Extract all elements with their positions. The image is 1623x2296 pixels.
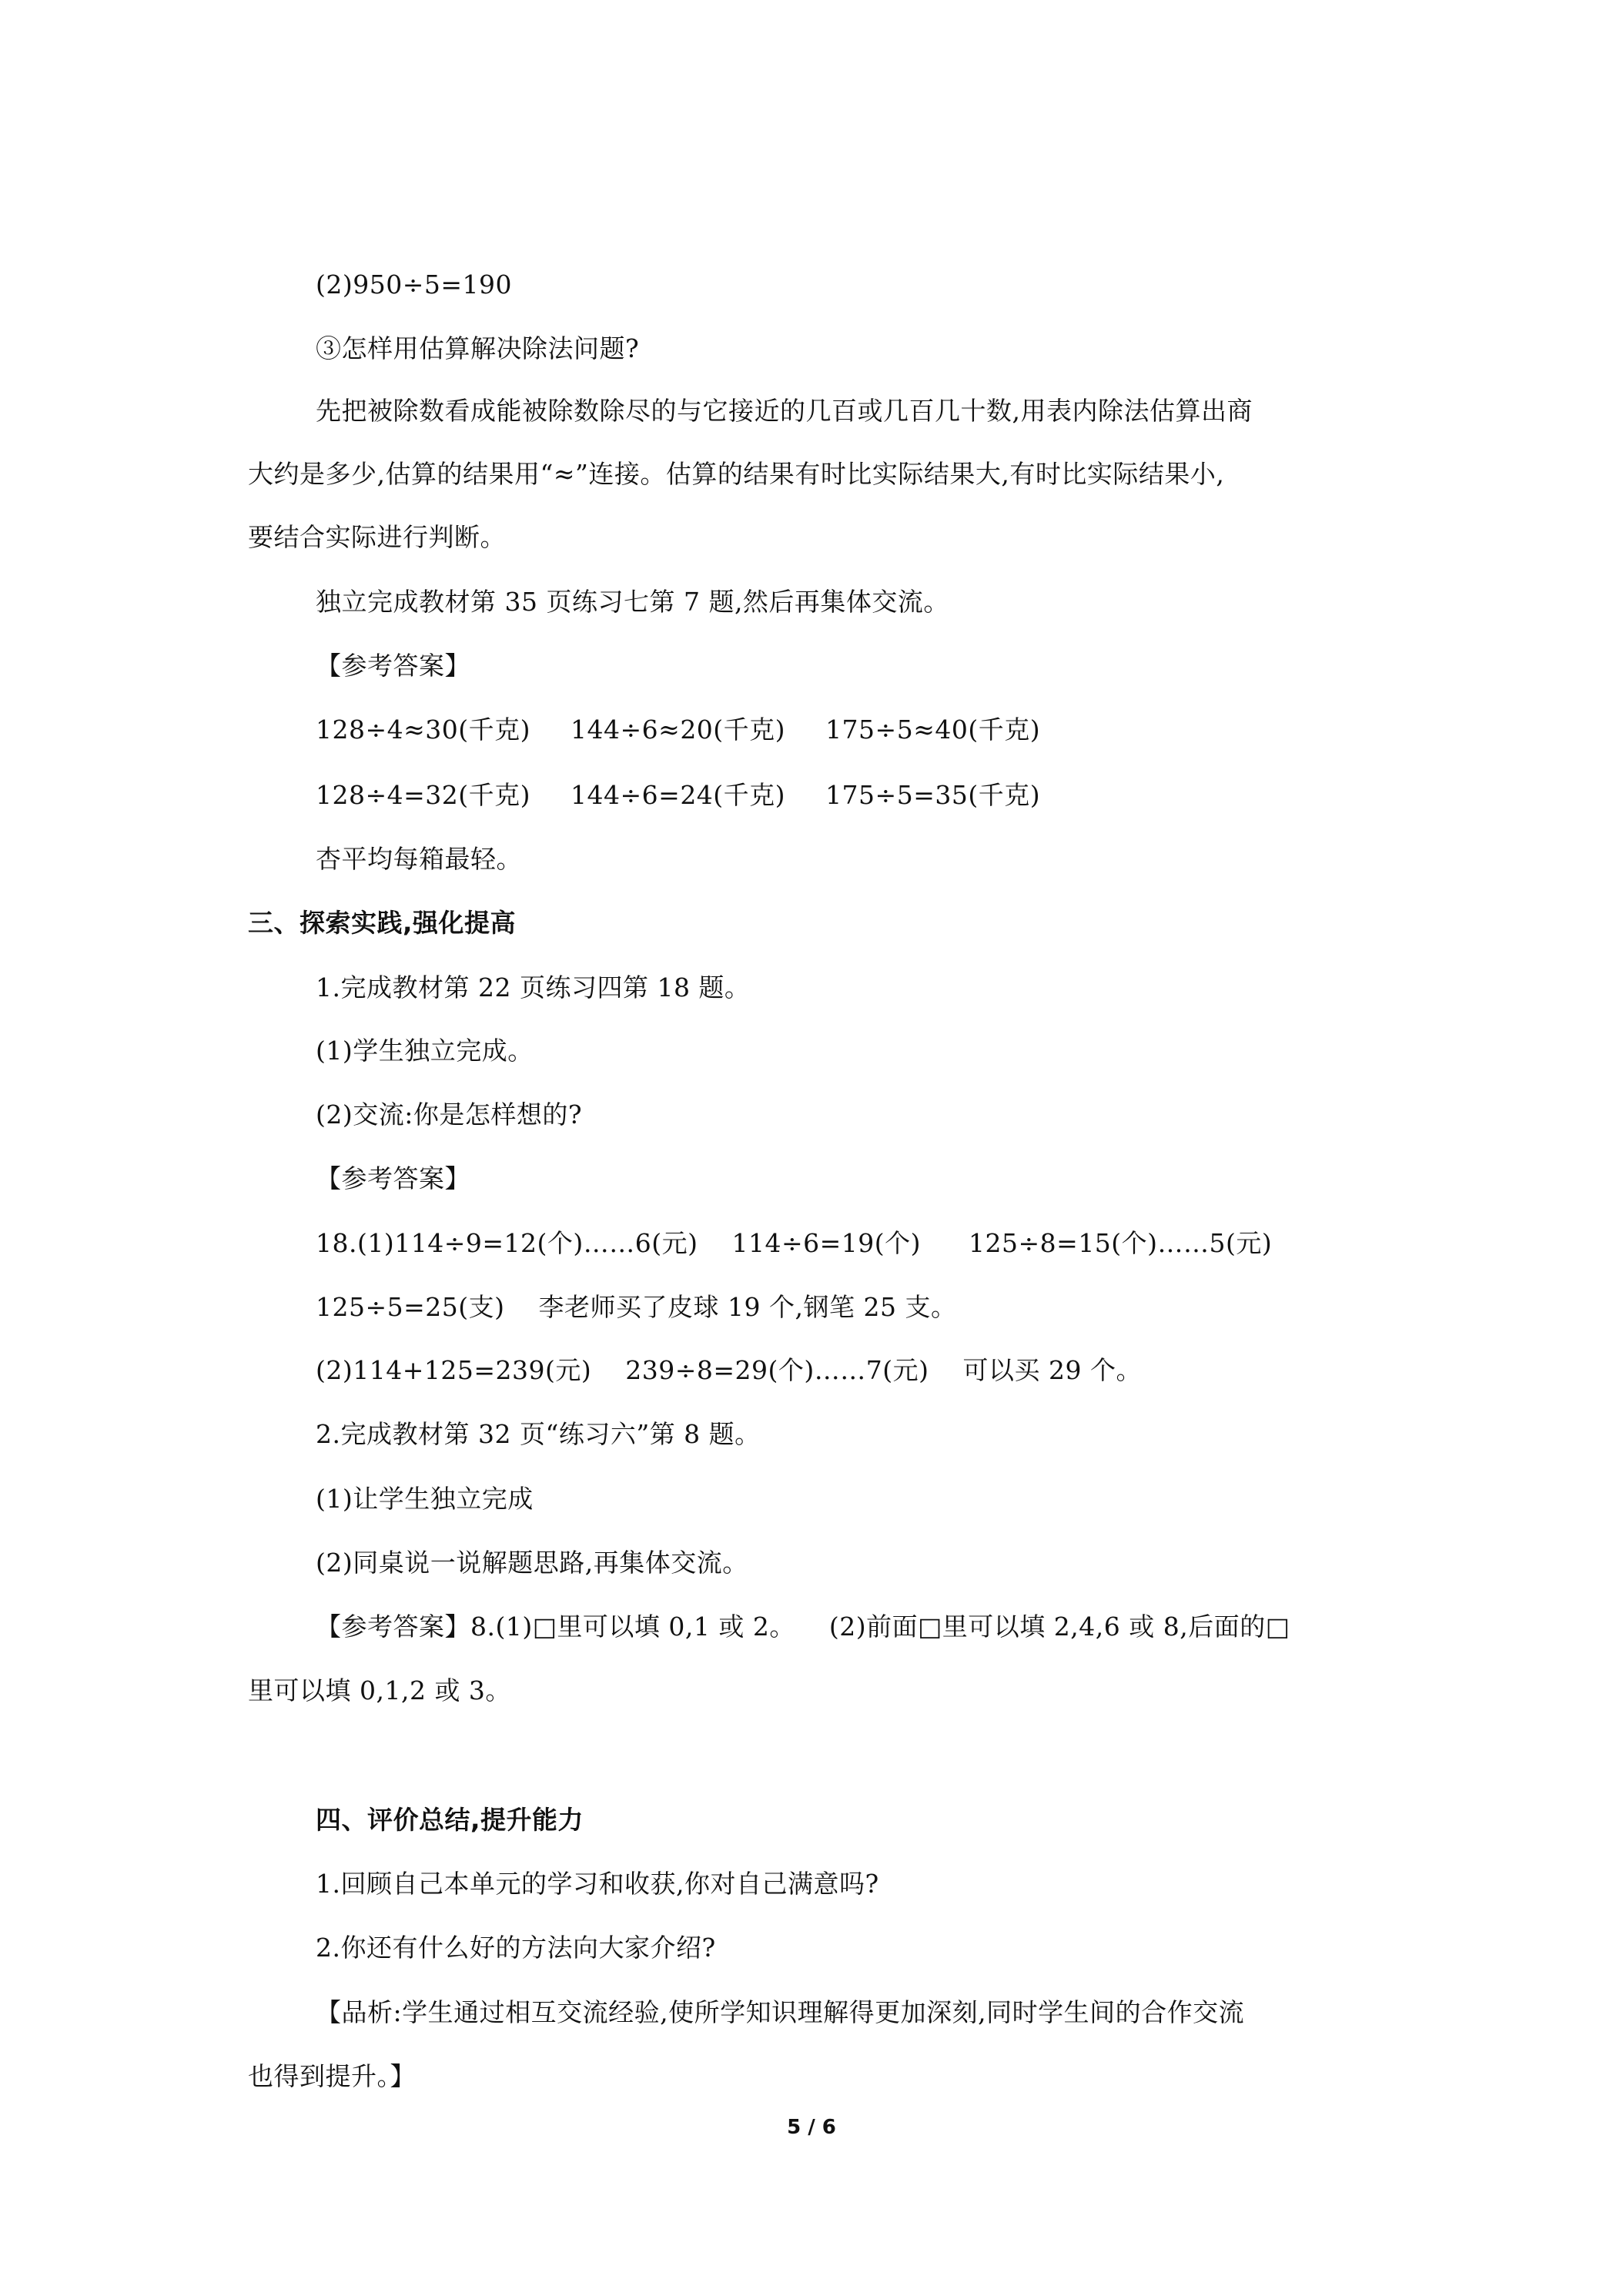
- equation: 239÷8=29(个)……7(元): [625, 1355, 929, 1385]
- text-line: 可以买 29 个。: [962, 1355, 1143, 1385]
- text-line: 要结合实际进行判断。: [248, 522, 506, 552]
- equation: 128÷4=32(千克): [316, 780, 531, 810]
- equation: 114÷6=19(个): [731, 1228, 922, 1258]
- equation: 125÷5=25(支): [316, 1292, 505, 1322]
- equation: (2)114+125=239(元): [316, 1355, 592, 1385]
- text-line: (2)交流:你是怎样想的?: [316, 1099, 583, 1130]
- answer-line: [316, 1610, 1290, 1644]
- answer-text: (2)前面□里可以填 2,4,6 或 8,后面的□: [828, 1612, 1290, 1642]
- text-line: (2)同桌说一说解题思路,再集体交流。: [316, 1548, 748, 1578]
- text-line: 1.回顾自己本单元的学习和收获,你对自己满意吗?: [316, 1869, 879, 1899]
- answer-text: 【参考答案】8.(1)□里可以填 0,1 或 2。: [316, 1612, 795, 1642]
- text-line: (2)950÷5=190: [316, 269, 513, 300]
- equation: 18.(1)114÷9=12(个)……6(元): [316, 1228, 698, 1258]
- equation: 125÷8=15(个)……5(元): [969, 1228, 1273, 1258]
- equation-row: [316, 1227, 1272, 1260]
- equation: 144÷6≈20(千克): [571, 715, 786, 745]
- text-line: 大约是多少,估算的结果用“≈”连接。估算的结果有时比实际结果大,有时比实际结果小,: [248, 459, 1225, 489]
- equation-row: [316, 778, 1040, 812]
- equation-row: [316, 1290, 956, 1324]
- answer-heading: 【参考答案】: [316, 651, 470, 681]
- equation: 128÷4≈30(千克): [316, 715, 531, 745]
- text-line: (1)学生独立完成。: [316, 1036, 534, 1066]
- equation: 144÷6=24(千克): [571, 780, 786, 810]
- equation: 175÷5=35(千克): [825, 780, 1041, 810]
- text-line: 独立完成教材第 35 页练习七第 7 题,然后再集体交流。: [316, 587, 949, 617]
- section-heading: 四、评价总结,提升能力: [316, 1805, 584, 1835]
- text-line: ③怎样用估算解决除法问题?: [316, 333, 640, 363]
- equation: 175÷5≈40(千克): [825, 715, 1041, 745]
- text-line: 2.完成教材第 32 页“练习六”第 8 题。: [316, 1419, 761, 1449]
- answer-heading: 【参考答案】: [316, 1163, 470, 1193]
- text-line: 杏平均每箱最轻。: [316, 844, 522, 874]
- text-line: 2.你还有什么好的方法向大家介绍?: [316, 1933, 716, 1963]
- equation-row: [316, 1354, 1142, 1387]
- text-line: 【品析:学生通过相互交流经验,使所学知识理解得更加深刻,同时学生间的合作交流: [316, 1997, 1245, 2027]
- page-number: 5 / 6: [787, 2116, 836, 2139]
- text-line: 先把被除数看成能被除数除尽的与它接近的几百或几百几十数,用表内除法估算出商: [316, 396, 1253, 426]
- section-heading: 三、探索实践,强化提高: [248, 908, 517, 938]
- text-line: 1.完成教材第 22 页练习四第 18 题。: [316, 972, 751, 1002]
- text-line: 李老师买了皮球 19 个,钢笔 25 支。: [538, 1292, 957, 1322]
- text-line: 也得到提升。】: [248, 2061, 416, 2091]
- equation-row: [316, 713, 1040, 747]
- text-line: (1)让学生独立完成: [316, 1484, 534, 1514]
- text-line: 里可以填 0,1,2 或 3。: [248, 1675, 511, 1705]
